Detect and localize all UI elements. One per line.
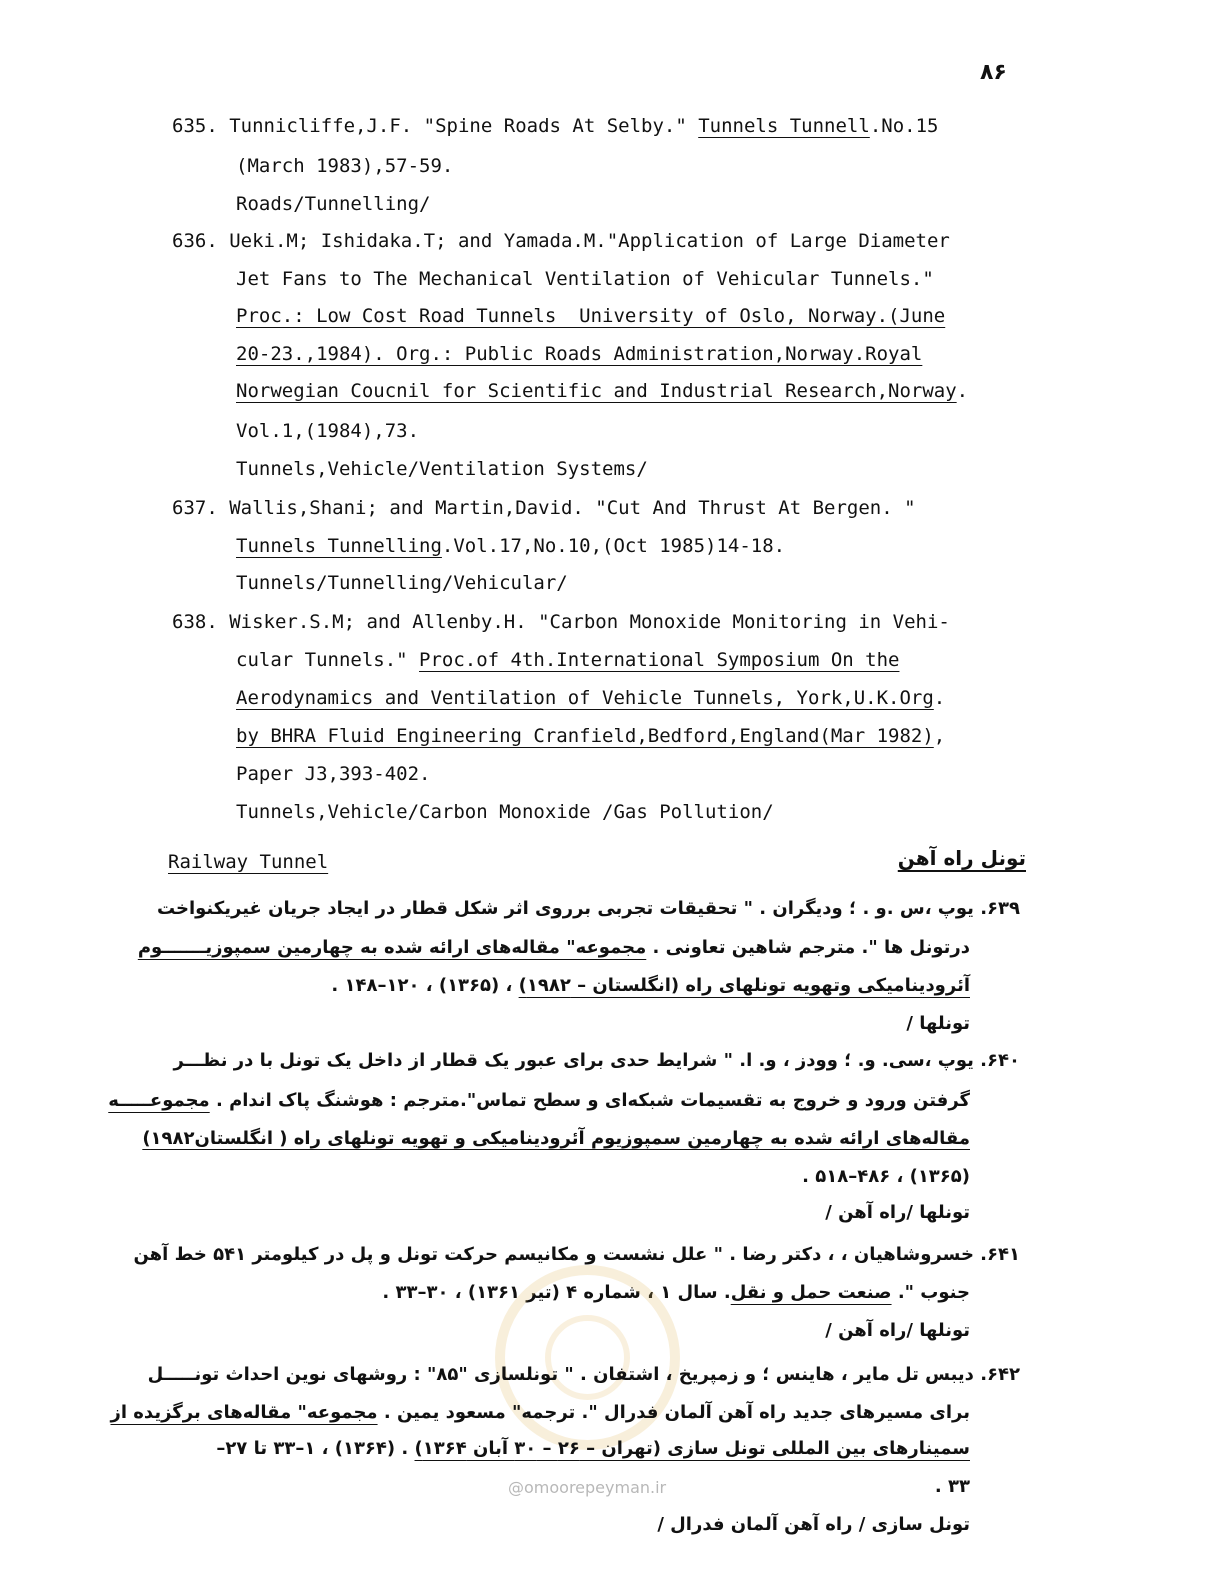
section-heading-fa: تونل راه آهن — [897, 846, 1026, 870]
entry-638-line-4 — [236, 725, 945, 747]
entry-text: Wallis,Shani; and Martin,David. "Cut And Thrust At Bergen. " — [229, 497, 916, 519]
entry-638-line-3 — [236, 687, 945, 709]
entry-636-line-6: Vol.1,(1984),73. — [236, 420, 420, 442]
entry-640-line-3: مقاله‌های ارائه شده به چهارمین سمپوزیوم آئرودینامیکی و تهویه تونلهای راه ( انگلستان۱۹۸۲) — [142, 1128, 970, 1149]
journal-title: Tunnels Tunnelling — [236, 535, 442, 557]
entry-641-keywords: تونلها /راه آهن / — [825, 1320, 970, 1341]
entry-636-keywords: Tunnels,Vehicle/Ventilation Systems/ — [236, 458, 648, 480]
entry-639-line-1: ۶۳۹. یوپ ،س .و . ؛ ودیگران . " تحقیقات تجربی برروی اثر شکل قطار در ایجاد جریان غیریکنواخت — [156, 898, 1020, 919]
proceedings-title: مجموعـــــه — [108, 1090, 210, 1111]
entry-number: 636. — [172, 230, 218, 252]
entry-text: . — [956, 380, 969, 402]
entry-636-line-4: 20-23.,1984). Org.: Public Roads Administration,Norway.Royal — [236, 343, 923, 365]
entry-text: . (۱۳۶۴) ، ۱–۳۳ تا ۲۷– — [216, 1438, 415, 1459]
entry-639-line-3 — [331, 975, 970, 996]
entry-637-line-2 — [236, 535, 785, 557]
entry-637-line-1 — [172, 497, 916, 519]
entry-text: cular Tunnels." — [236, 649, 420, 671]
entry-636-line-2: Jet Fans to The Mechanical Ventilation of Vehicular Tunnels." — [236, 268, 934, 290]
entry-641-line-1: ۶۴۱. خسروشاهیان ، ، دکتر رضا . " علل نشست و مکانیسم حرکت تونل و پل در کیلومتر ۵۴۱ خط آهن — [133, 1244, 1020, 1265]
entry-635-line-1 — [172, 115, 938, 137]
proceedings-title: آئرودینامیکی وتهویه تونلهای راه (انگلستان – ۱۹۸۲) — [518, 975, 970, 996]
proceedings-title: مجموعه" مقاله‌های برگزیده از — [110, 1402, 378, 1423]
entry-640-keywords: تونلها /راه آهن / — [825, 1202, 970, 1223]
entry-635-keywords: Roads/Tunnelling/ — [236, 193, 431, 215]
entry-638-keywords: Tunnels,Vehicle/Carbon Monoxide /Gas Pollution/ — [236, 801, 774, 823]
entry-635-line-2: (March 1983),57-59. — [236, 155, 454, 177]
entry-640-line-1: ۶۴۰. یوپ ،سی. و. ؛ وودز ، و. ا. " شرایط حدی برای عبور یک قطار از داخل یک تونل با در نظـــر — [173, 1050, 1020, 1071]
proceedings-title: مجموعه" مقاله‌های ارائه شده به چهارمین سمپوزیـــــــوم — [137, 937, 647, 958]
entry-text: ، (۱۳۶۵) ، ۱۲۰–۱۴۸ . — [331, 975, 519, 996]
entry-639-keywords: تونلها / — [906, 1013, 970, 1034]
entry-text: . — [933, 687, 946, 709]
journal-title: صنعت حمل و نقل — [730, 1282, 892, 1303]
entry-text: .Vol.17,No.10,(Oct 1985)14-18. — [441, 535, 786, 557]
entry-number: 635. — [172, 115, 218, 137]
proceedings-title: Norwegian Coucnil for Scientific and Industrial Research,Norway — [236, 380, 957, 402]
entry-639-line-2 — [138, 937, 970, 958]
entry-642-line-1: ۶۴۲. دیبس تل مایر ، هاینس ؛ و زمپریخ ، اشتفان . " تونلسازی "۸۵" : روشهای نوین احداث تونـــــل — [147, 1364, 1020, 1385]
entry-636-line-3: Proc.: Low Cost Road Tunnels University of Oslo, Norway.(June — [236, 305, 946, 327]
watermark-text: @omoorepeyman.ir — [508, 1478, 667, 1497]
entry-text: جنوب ". — [891, 1282, 970, 1303]
entry-number: 638. — [172, 611, 218, 633]
entry-640-line-4: (۱۳۶۵) ، ۴۸۶–۵۱۸ . — [802, 1166, 970, 1187]
entry-640-line-2 — [108, 1090, 970, 1111]
entry-638-line-5: Paper J3,393-402. — [236, 763, 431, 785]
entry-text: برای مسیرهای جدید راه آهن آلمان فدرال ". ترجمه" مسعود یمین . — [377, 1402, 970, 1423]
entry-text: Tunnicliffe,J.F. "Spine Roads At Selby." — [229, 115, 699, 137]
entry-text: Wisker.S.M; and Allenby.H. "Carbon Monoxide Monitoring in Vehi- — [229, 611, 950, 633]
entry-642-line-3 — [216, 1438, 970, 1459]
proceedings-title: Proc.of 4th.International Symposium On the — [419, 649, 900, 671]
watermark-seal-inner — [545, 1315, 630, 1400]
proceedings-title: سمینارهای بین المللی تونل سازی (تهران – ۲۶ – ۳۰ آبان ۱۳۶۴) — [414, 1438, 970, 1459]
entry-641-line-2 — [382, 1282, 970, 1303]
entry-636-line-5 — [236, 380, 968, 402]
entry-number: 637. — [172, 497, 218, 519]
entry-text: , — [933, 725, 946, 747]
entry-text: Ueki.M; Ishidaka.T; and Yamada.M."Application of Large Diameter — [229, 230, 950, 252]
section-heading-en: Railway Tunnel — [168, 851, 329, 873]
entry-642-line-4: ۳۳ . — [934, 1476, 970, 1497]
journal-title: Tunnels Tunnell — [698, 115, 870, 137]
page-number: ۸۶ — [980, 60, 1007, 85]
entry-637-keywords: Tunnels/Tunnelling/Vehicular/ — [236, 572, 568, 594]
proceedings-title: Aerodynamics and Ventilation of Vehicle Tunnels, York,U.K.Org — [236, 687, 934, 709]
entry-text: درتونل ها ". مترجم شاهین تعاونی . — [646, 937, 970, 958]
entry-text: .No.15 — [869, 115, 939, 137]
entry-642-line-2 — [111, 1402, 971, 1423]
entry-638-line-2 — [236, 649, 899, 671]
entry-text: . سال ۱ ، شماره ۴ (تیر ۱۳۶۱) ، ۳۰–۳۳ . — [382, 1282, 731, 1303]
entry-642-keywords: تونل سازی / راه آهن آلمان فدرال / — [657, 1514, 970, 1535]
entry-636-line-1 — [172, 230, 950, 252]
entry-text: گرفتن ورود و خروج به تقسیمات شبکه‌ای و سطح تماس".مترجم : هوشنگ پاک اندام . — [209, 1090, 970, 1111]
proceedings-title: by BHRA Fluid Engineering Cranfield,Bedford,England(Mar 1982) — [236, 725, 934, 747]
entry-638-line-1 — [172, 611, 950, 633]
